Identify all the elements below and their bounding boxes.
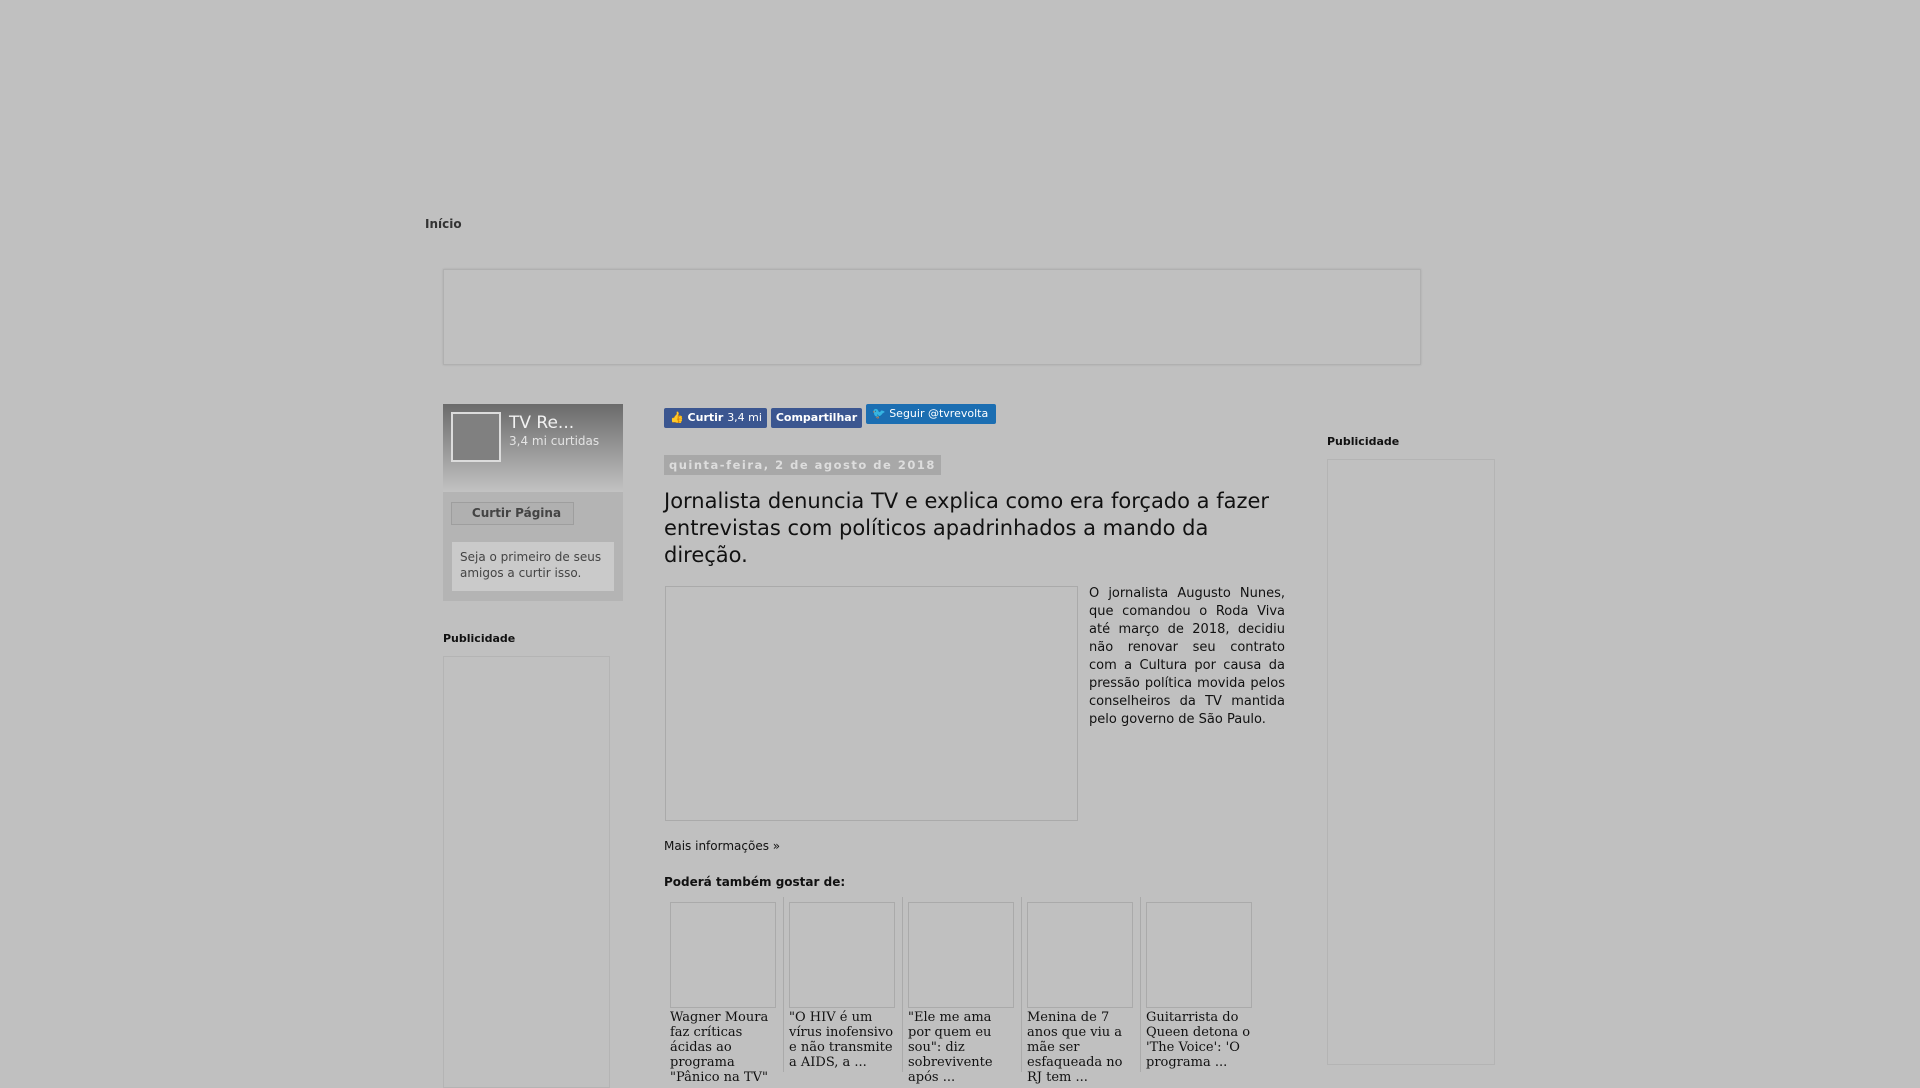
like-label: Curtir xyxy=(687,411,724,424)
related-heading: Poderá também gostar de: xyxy=(664,875,846,889)
related-caption[interactable]: Menina de 7 anos que viu a mãe ser esfaqueada no RJ tem ... xyxy=(1027,1010,1123,1085)
related-caption[interactable]: Wagner Moura faz críticas ácidas ao programa "Pânico na TV" xyxy=(670,1010,769,1085)
left-ad-label: Publicidade xyxy=(443,632,516,645)
twitter-follow-button[interactable] xyxy=(866,404,996,424)
like-page-button[interactable]: Curtir Página xyxy=(451,502,574,525)
related-item[interactable] xyxy=(783,897,903,1072)
thumbs-up-icon: 👍 xyxy=(670,411,684,424)
page-like-count: 3,4 mi curtidas xyxy=(509,434,600,448)
right-ad-box xyxy=(1327,459,1495,1065)
related-thumbnail[interactable] xyxy=(1027,902,1133,1008)
left-ad-box xyxy=(443,656,610,1088)
post-text: O jornalista Augusto Nunes, que comandou o Roda Viva até março de 2018, decidiu não renovar seu contrato com a Cultura por causa da pressão política movida pelos conselheiros da TV mantida pelo governo de São Paulo. xyxy=(1089,586,1285,727)
facebook-cover[interactable] xyxy=(443,404,623,492)
page-avatar[interactable] xyxy=(451,412,501,462)
related-item[interactable] xyxy=(902,897,1022,1085)
related-item[interactable] xyxy=(1140,897,1259,1072)
related-item[interactable] xyxy=(664,897,784,1085)
related-caption[interactable]: Guitarrista do Queen detona o 'The Voice': 'O programa ... xyxy=(1146,1010,1251,1070)
more-info-link[interactable]: Mais informações » xyxy=(664,839,781,853)
post-image xyxy=(665,586,1078,821)
top-ad-banner xyxy=(443,269,1421,365)
nav-home-link[interactable]: Início xyxy=(425,217,462,231)
facebook-share-button[interactable]: Compartilhar xyxy=(771,408,862,428)
facebook-like-button[interactable] xyxy=(664,408,767,428)
facebook-page-widget xyxy=(443,404,623,601)
friends-like-text: Seja o primeiro de seus amigos a curtir isso. xyxy=(452,542,614,591)
follow-label: Seguir @tvrevolta xyxy=(889,407,989,420)
related-item[interactable] xyxy=(1021,897,1141,1085)
related-thumbnail[interactable] xyxy=(789,902,895,1008)
like-count: 3,4 mi xyxy=(727,411,762,424)
post-date: quinta-feira, 2 de agosto de 2018 xyxy=(664,455,941,475)
related-caption[interactable]: "O HIV é um vírus inofensivo e não transmite a AIDS, a ... xyxy=(789,1010,894,1070)
related-thumbnail[interactable] xyxy=(670,902,776,1008)
page-title[interactable]: TV Re... xyxy=(509,413,575,433)
post-title[interactable]: Jornalista denuncia TV e explica como era forçado a fazer entrevistas com políticos apadrinhados a mando da direção. xyxy=(664,489,1270,567)
related-thumbnail[interactable] xyxy=(908,902,1014,1008)
twitter-icon: 🐦 xyxy=(872,407,886,420)
right-ad-label: Publicidade xyxy=(1327,435,1400,448)
related-thumbnail[interactable] xyxy=(1146,902,1252,1008)
related-caption[interactable]: "Ele me ama por quem eu sou": diz sobrevivente após ... xyxy=(908,1010,993,1085)
